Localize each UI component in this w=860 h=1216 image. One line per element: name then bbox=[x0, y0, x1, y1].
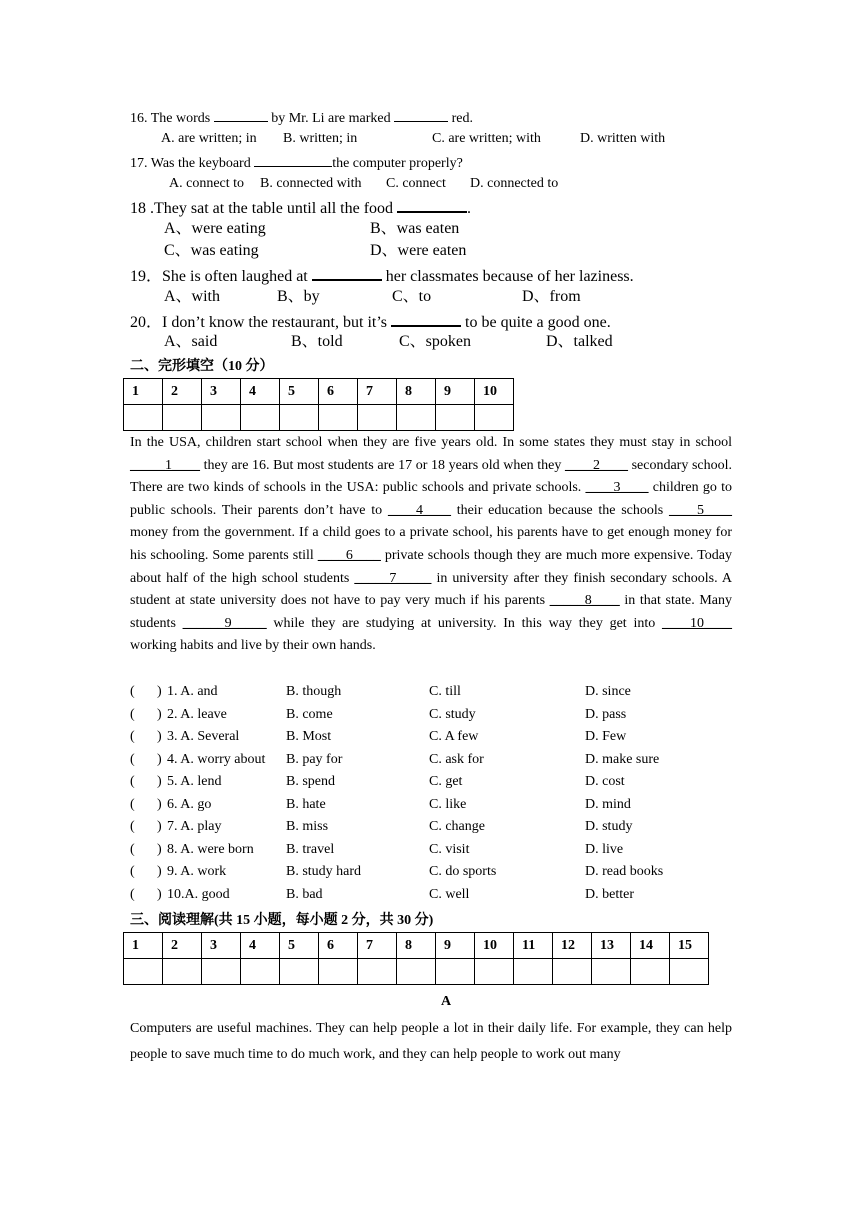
cloze-option-c: C. A few bbox=[429, 729, 479, 744]
answer-cell bbox=[553, 959, 592, 985]
cloze-option-c: C. well bbox=[429, 887, 470, 902]
answer-cell bbox=[280, 405, 319, 431]
answer-paren-close: ) bbox=[157, 864, 162, 879]
cloze-option-b: B. hate bbox=[286, 797, 326, 812]
q16-option-d: D. written with bbox=[580, 131, 666, 146]
cloze-blank: ____2____ bbox=[564, 457, 628, 473]
number-label: 9 bbox=[444, 937, 451, 953]
answer-paren-close: ) bbox=[157, 707, 162, 722]
stem-text: 20．I don’t know the restaurant, but it’s bbox=[130, 314, 392, 331]
cloze-option-a: 1. A. and bbox=[167, 684, 218, 699]
answer-grid-number bbox=[436, 933, 475, 959]
cloze-option-c: C. study bbox=[429, 707, 476, 722]
cloze-option-d: D. mind bbox=[585, 797, 631, 812]
cloze-option-a: 6. A. go bbox=[167, 797, 212, 812]
answer-paren-open: ( bbox=[130, 887, 135, 902]
q16-option-c: C. are written; with bbox=[432, 131, 541, 146]
answer-paren-close: ) bbox=[157, 752, 162, 767]
answer-paren-close: ) bbox=[157, 774, 162, 789]
cloze-option-d: D. read books bbox=[585, 864, 664, 879]
answer-paren-open: ( bbox=[130, 842, 135, 857]
answer-cell bbox=[163, 959, 202, 985]
q17-option-b: B. connected with bbox=[260, 176, 362, 191]
number-label: 10 bbox=[483, 383, 497, 399]
cloze-option-d: D. study bbox=[585, 819, 633, 834]
question-16-stem bbox=[130, 109, 473, 126]
number-label: 3 bbox=[210, 937, 217, 953]
answer-grid-number bbox=[397, 379, 436, 405]
passage-text: money from the government. If a child goes to a private school, his parents have to get enough money for his schooling. Some parents still bbox=[130, 525, 732, 563]
cloze-option-a: 10.A. good bbox=[167, 887, 230, 902]
number-label: 6 bbox=[327, 937, 334, 953]
answer-paren-close: ) bbox=[157, 887, 162, 902]
answer-cell bbox=[436, 959, 475, 985]
passage-text: children go to public schools. Their parents don’t have to bbox=[130, 480, 733, 518]
number-label: 13 bbox=[600, 937, 614, 953]
q20-option-d: D、talked bbox=[546, 333, 613, 350]
passage-text: secondary school. There are two kinds of schools in the USA: public schools and private schools. bbox=[130, 457, 732, 496]
q19-option-b: B、by bbox=[277, 288, 320, 305]
answer-grid-number bbox=[631, 933, 670, 959]
cloze-option-c: C. till bbox=[429, 684, 461, 699]
cloze-option-c: C. visit bbox=[429, 842, 470, 857]
answer-grid-number bbox=[475, 933, 514, 959]
q17-option-d: D. connected to bbox=[470, 176, 559, 191]
answer-paren-open: ( bbox=[130, 707, 135, 722]
answer-cell bbox=[592, 959, 631, 985]
answer-paren-close: ) bbox=[157, 819, 162, 834]
number-label: 2 bbox=[171, 383, 178, 399]
answer-paren-open: ( bbox=[130, 729, 135, 744]
cloze-option-a: 3. A. Several bbox=[167, 729, 240, 744]
q18-option-b: B、was eaten bbox=[370, 220, 460, 237]
stem-text: red. bbox=[448, 111, 473, 126]
answer-grid-number bbox=[358, 933, 397, 959]
answer-cell bbox=[124, 405, 163, 431]
cloze-option-b: B. travel bbox=[286, 842, 335, 857]
q17-option-c: C. connect bbox=[386, 176, 446, 191]
cloze-blank: ____3____ bbox=[585, 480, 649, 496]
answer-cell bbox=[319, 405, 358, 431]
q20-option-b: B、told bbox=[291, 333, 343, 350]
cloze-blank: ____5____ bbox=[669, 502, 732, 518]
number-label: 5 bbox=[288, 937, 295, 953]
answer-grid-header-row bbox=[124, 379, 514, 405]
cloze-option-d: D. Few bbox=[585, 729, 627, 744]
answer-cell bbox=[202, 959, 241, 985]
number-label: 2 bbox=[171, 937, 178, 953]
cloze-blank: _____7_____ bbox=[354, 570, 432, 586]
answer-grid-number bbox=[202, 379, 241, 405]
answer-grid-header-row bbox=[124, 933, 709, 959]
answer-blank bbox=[391, 312, 461, 327]
answer-paren-close: ) bbox=[157, 842, 162, 857]
answer-blank bbox=[214, 109, 268, 122]
passage-text: private schools though they are much more expensive. Today about half of the high school students bbox=[130, 547, 732, 586]
answer-cell bbox=[241, 959, 280, 985]
number-label: 6 bbox=[327, 383, 334, 399]
question-17-stem bbox=[130, 154, 463, 171]
answer-cell bbox=[163, 405, 202, 431]
cloze-option-a: 9. A. work bbox=[167, 864, 227, 879]
stem-text: 18 .They sat at the table until all the food bbox=[130, 200, 398, 217]
number-label: 3 bbox=[210, 383, 217, 399]
cloze-passage bbox=[130, 432, 732, 658]
q20-option-a: A、said bbox=[164, 333, 218, 350]
passage-text: in that state. Many students bbox=[130, 593, 733, 631]
cloze-option-b: B. study hard bbox=[286, 864, 362, 879]
stem-text: by Mr. Li are marked bbox=[267, 111, 395, 126]
section-3-heading: 三、阅读理解(共 15 小题，每小题 2 分，共 30 分) bbox=[130, 913, 434, 928]
answer-cell bbox=[241, 405, 280, 431]
number-label: 11 bbox=[522, 937, 536, 953]
answer-grid-number bbox=[358, 379, 397, 405]
cloze-option-c: C. change bbox=[429, 819, 485, 834]
q19-option-d: D、from bbox=[522, 288, 581, 305]
answer-paren-open: ( bbox=[130, 864, 135, 879]
answer-blank bbox=[397, 198, 467, 213]
stem-text: her classmates because of her laziness. bbox=[381, 268, 634, 285]
answer-cell bbox=[631, 959, 670, 985]
cloze-option-a: 7. A. play bbox=[167, 819, 222, 834]
cloze-option-b: B. spend bbox=[286, 774, 335, 789]
answer-paren-close: ) bbox=[157, 684, 162, 699]
answer-paren-open: ( bbox=[130, 819, 135, 834]
answer-cell bbox=[475, 959, 514, 985]
number-label: 4 bbox=[249, 937, 256, 953]
q18-option-d: D、were eaten bbox=[370, 242, 467, 259]
cloze-blank: ______9_____ bbox=[182, 615, 267, 631]
answer-grid-number bbox=[397, 933, 436, 959]
passage-text: In the USA, children start school when they are five years old. In some states they must stay in school bbox=[130, 435, 732, 450]
answer-grid-number bbox=[202, 933, 241, 959]
answer-cell bbox=[280, 959, 319, 985]
section-2-heading: 二、完形填空（10 分） bbox=[130, 359, 274, 374]
answer-paren-close: ) bbox=[157, 729, 162, 744]
passage-text: their education because the schools bbox=[450, 502, 669, 518]
number-label: 14 bbox=[639, 937, 653, 953]
cloze-option-b: B. pay for bbox=[286, 752, 343, 767]
passage-text: while they are studying at university. In this way they get into bbox=[266, 615, 662, 631]
answer-grid-number bbox=[319, 933, 358, 959]
cloze-option-b: B. miss bbox=[286, 819, 329, 834]
stem-text: . bbox=[467, 200, 472, 217]
answer-cell bbox=[319, 959, 358, 985]
answer-grid-number bbox=[436, 379, 475, 405]
answer-cell bbox=[358, 405, 397, 431]
answer-cell bbox=[124, 959, 163, 985]
number-label: 1 bbox=[132, 937, 139, 953]
number-label: 4 bbox=[249, 383, 256, 399]
q17-option-a: A. connect to bbox=[169, 176, 245, 191]
number-label: 1 bbox=[132, 383, 139, 399]
question-20-stem bbox=[130, 312, 611, 331]
q19-option-c: C、to bbox=[392, 288, 432, 305]
passage-text: they are 16. But most students are 17 or 18 years old when they bbox=[200, 457, 565, 473]
reading-passage-a: Computers are useful machines. They can help people a lot in their daily life. For example, they can help people to save much time to do much work, and they can help people to work out many bbox=[130, 1021, 732, 1062]
passage-text: working habits and live by their own hands. bbox=[130, 638, 376, 654]
number-label: 7 bbox=[366, 937, 373, 953]
number-label: 5 bbox=[288, 383, 295, 399]
q16-option-b: B. written; in bbox=[283, 131, 358, 146]
cloze-option-b: B. Most bbox=[286, 729, 332, 744]
cloze-option-c: C. ask for bbox=[429, 752, 484, 767]
cloze-option-a: 5. A. lend bbox=[167, 774, 222, 789]
passage-text: in university after they finish secondary schools. A student at state university does not have to pay very much if his parents bbox=[130, 570, 733, 609]
stem-text: 17. Was the keyboard bbox=[130, 156, 255, 171]
answer-paren-close: ) bbox=[157, 797, 162, 812]
q18-option-a: A、were eating bbox=[164, 220, 266, 237]
answer-grid-number bbox=[124, 379, 163, 405]
cloze-option-b: B. bad bbox=[286, 887, 323, 902]
answer-cell bbox=[670, 959, 709, 985]
answer-grid-blank-row bbox=[124, 959, 709, 985]
answer-grid-number bbox=[592, 933, 631, 959]
answer-grid-number bbox=[163, 379, 202, 405]
answer-cell bbox=[475, 405, 514, 431]
answer-grid-number bbox=[553, 933, 592, 959]
cloze-blank: ____6____ bbox=[317, 547, 381, 563]
answer-grid-number bbox=[319, 379, 358, 405]
answer-paren-open: ( bbox=[130, 684, 135, 699]
cloze-option-c: C. like bbox=[429, 797, 467, 812]
answer-grid-blank-row bbox=[124, 405, 514, 431]
cloze-option-d: D. pass bbox=[585, 707, 627, 722]
cloze-option-b: B. though bbox=[286, 684, 342, 699]
stem-text: 16. The words bbox=[130, 111, 214, 126]
q19-option-a: A、with bbox=[164, 288, 221, 305]
cloze-option-d: D. better bbox=[585, 887, 634, 902]
cloze-option-d: D. make sure bbox=[585, 752, 660, 767]
answer-grid-number bbox=[241, 933, 280, 959]
cloze-blank: _____8____ bbox=[549, 593, 620, 609]
answer-grid-number bbox=[124, 933, 163, 959]
answer-grid-number bbox=[280, 379, 319, 405]
answer-grid-number bbox=[163, 933, 202, 959]
answer-cell bbox=[202, 405, 241, 431]
cloze-option-a: 2. A. leave bbox=[167, 707, 227, 722]
answer-grid-number bbox=[475, 379, 514, 405]
answer-cell bbox=[436, 405, 475, 431]
cloze-blank: ____10____ bbox=[662, 615, 732, 631]
question-18-stem bbox=[130, 198, 471, 217]
answer-grid-number bbox=[670, 933, 709, 959]
answer-cell bbox=[397, 405, 436, 431]
answer-cell bbox=[514, 959, 553, 985]
answer-blank bbox=[254, 154, 332, 167]
cloze-answer-grid bbox=[123, 378, 514, 431]
answer-paren-open: ( bbox=[130, 752, 135, 767]
q18-option-c: C、was eating bbox=[164, 242, 259, 259]
answer-blank bbox=[312, 266, 382, 281]
cloze-blank: _____1____ bbox=[130, 457, 200, 473]
cloze-option-c: C. do sports bbox=[429, 864, 497, 879]
answer-grid-number bbox=[241, 379, 280, 405]
cloze-option-d: D. cost bbox=[585, 774, 625, 789]
answer-paren-open: ( bbox=[130, 797, 135, 812]
number-label: 7 bbox=[366, 383, 373, 399]
cloze-option-d: D. since bbox=[585, 684, 631, 699]
stem-text: to be quite a good one. bbox=[461, 314, 611, 331]
cloze-option-a: 4. A. worry about bbox=[167, 752, 266, 767]
cloze-blank: ____4____ bbox=[387, 502, 451, 518]
q20-option-c: C、spoken bbox=[399, 333, 472, 350]
q16-option-a: A. are written; in bbox=[161, 131, 257, 146]
answer-cell bbox=[397, 959, 436, 985]
number-label: 10 bbox=[483, 937, 497, 953]
answer-paren-open: ( bbox=[130, 774, 135, 789]
stem-text: 19．She is often laughed at bbox=[130, 268, 312, 285]
answer-grid-number bbox=[280, 933, 319, 959]
answer-cell bbox=[358, 959, 397, 985]
cloze-option-a: 8. A. were born bbox=[167, 842, 254, 857]
passage-label: A bbox=[441, 994, 452, 1009]
cloze-option-c: C. get bbox=[429, 774, 463, 789]
answer-grid-number bbox=[514, 933, 553, 959]
stem-text: the computer properly? bbox=[332, 156, 463, 171]
number-label: 8 bbox=[405, 937, 412, 953]
number-label: 12 bbox=[561, 937, 575, 953]
number-label: 8 bbox=[405, 383, 412, 399]
answer-blank bbox=[394, 109, 448, 122]
cloze-option-b: B. come bbox=[286, 707, 333, 722]
question-19-stem bbox=[130, 266, 634, 285]
number-label: 15 bbox=[678, 937, 692, 953]
cloze-option-d: D. live bbox=[585, 842, 624, 857]
reading-answer-grid bbox=[123, 932, 709, 985]
number-label: 9 bbox=[444, 383, 451, 399]
